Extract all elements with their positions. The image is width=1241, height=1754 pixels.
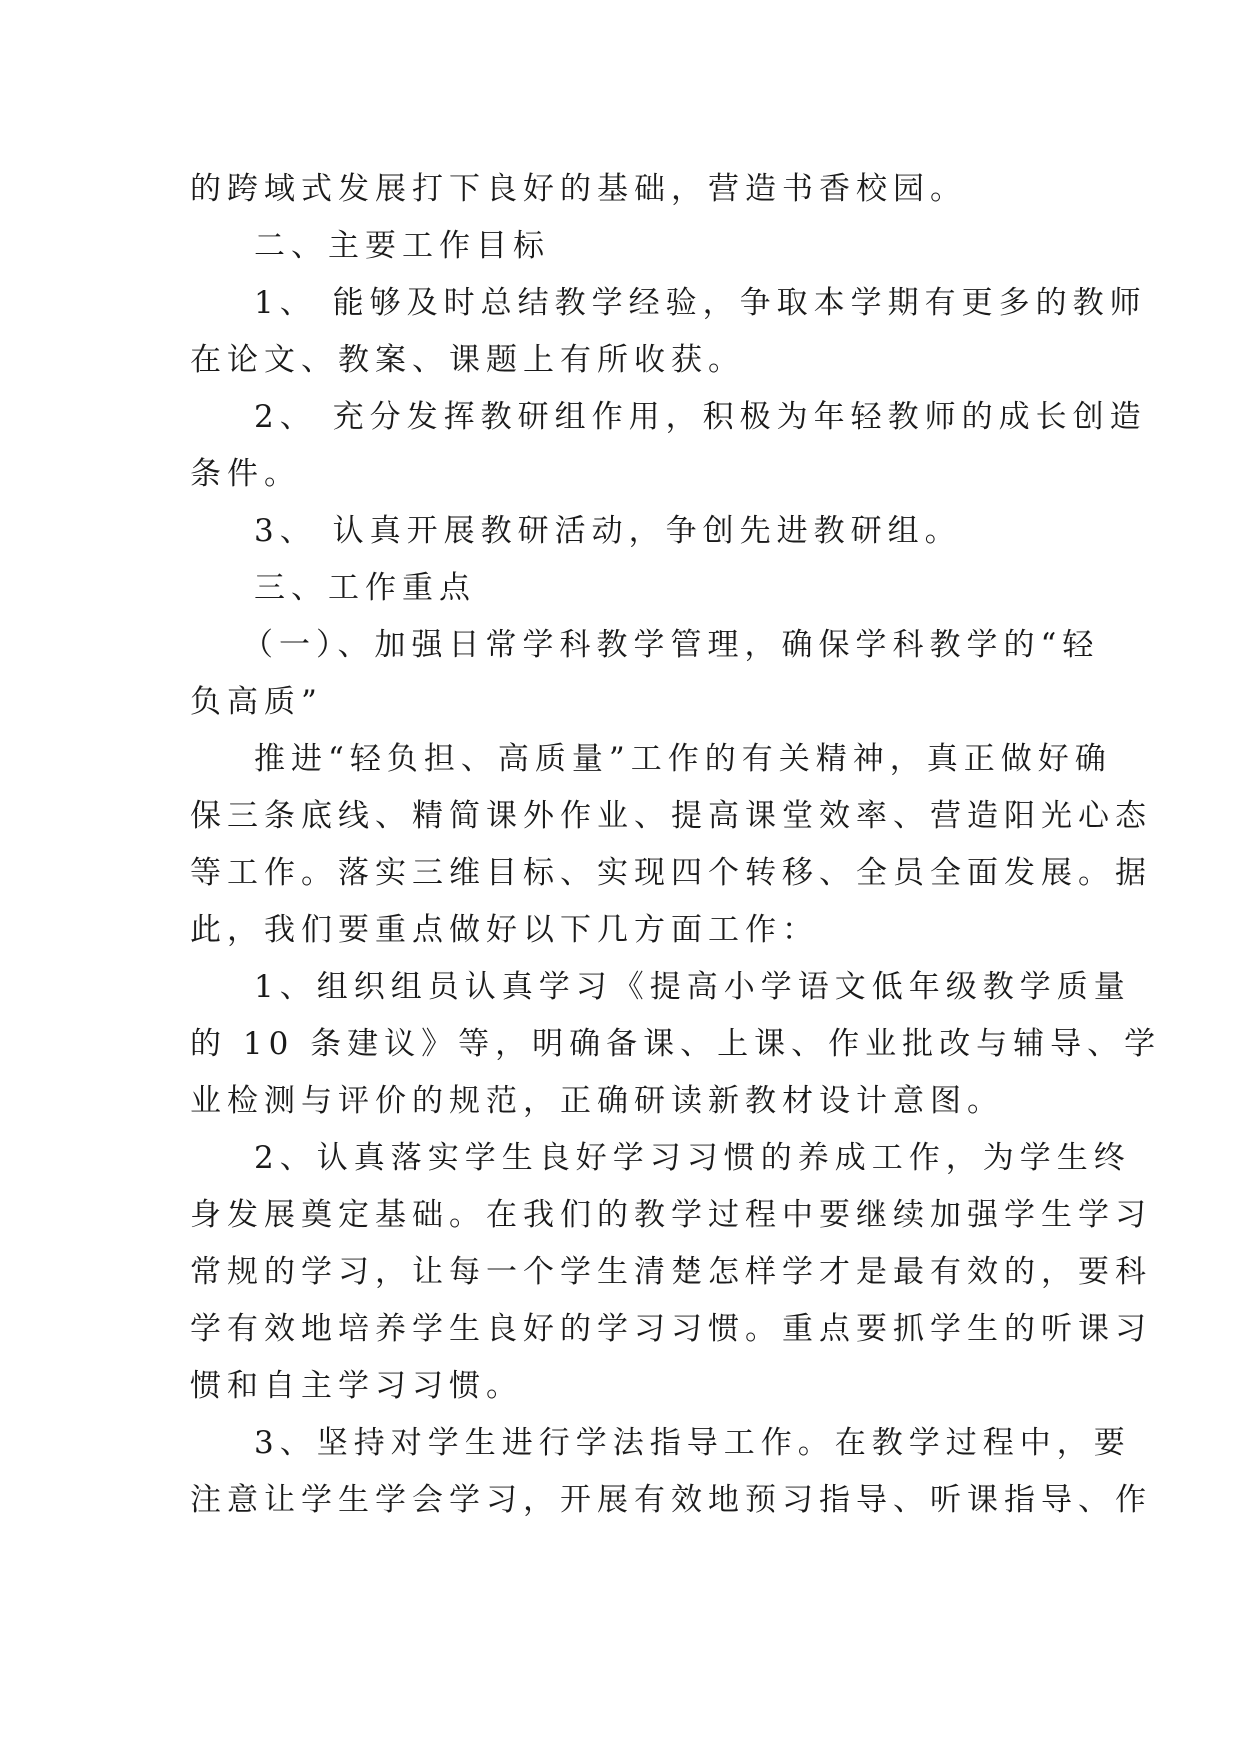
text-line: 常规的学习，让每一个学生清楚怎样学才是最有效的，要科 bbox=[190, 1254, 1152, 1290]
text-line: 身发展奠定基础。在我们的教学过程中要继续加强学生学习 bbox=[190, 1197, 1152, 1233]
text-line: 3、 认真开展教研活动，争创先进教研组。 bbox=[254, 513, 962, 549]
text-line: 此，我们要重点做好以下几方面工作： bbox=[190, 912, 819, 948]
text-line: 等工作。落实三维目标、实现四个转移、全员全面发展。据 bbox=[190, 855, 1152, 891]
text-line: 2、认真落实学生良好学习习惯的养成工作，为学生终 bbox=[254, 1140, 1131, 1176]
text-line: 1、 能够及时总结教学经验，争取本学期有更多的教师 bbox=[254, 285, 1147, 321]
text-line: 推进“轻负担、高质量”工作的有关精神，真正做好确 bbox=[254, 741, 1112, 777]
text-line: 学有效地培养学生良好的学习习惯。重点要抓学生的听课习 bbox=[190, 1311, 1152, 1347]
section-heading: 二、主要工作目标 bbox=[254, 228, 550, 264]
text-line: 1、组织组员认真学习《提高小学语文低年级教学质量 bbox=[254, 969, 1131, 1005]
text-line: 保三条底线、精简课外作业、提高课堂效率、营造阳光心态 bbox=[190, 798, 1152, 834]
section-heading: 三、工作重点 bbox=[254, 570, 476, 606]
text-line: 在论文、教案、课题上有所收获。 bbox=[190, 342, 745, 378]
document-body bbox=[190, 161, 1162, 1529]
text-line: 2、 充分发挥教研组作用，积极为年轻教师的成长创造 bbox=[254, 399, 1147, 435]
text-line: 的跨域式发展打下良好的基础，营造书香校园。 bbox=[190, 171, 967, 207]
text-line: 业检测与评价的规范，正确研读新教材设计意图。 bbox=[190, 1083, 1004, 1119]
subsection-heading: （一）、加强日常学科教学管理，确保学科教学的“轻 bbox=[242, 627, 1100, 663]
text-line: 3、坚持对学生进行学法指导工作。在教学过程中，要 bbox=[254, 1425, 1131, 1461]
subsection-heading-continued: 负高质” bbox=[190, 684, 323, 720]
text-line: 惯和自主学习习惯。 bbox=[190, 1368, 523, 1404]
text-line: 注意让学生学会学习，开展有效地预习指导、听课指导、作 bbox=[190, 1482, 1152, 1518]
text-line: 条件。 bbox=[190, 456, 301, 492]
text-line: 的 10 条建议》等，明确备课、上课、作业批改与辅导、学 bbox=[190, 1026, 1162, 1062]
